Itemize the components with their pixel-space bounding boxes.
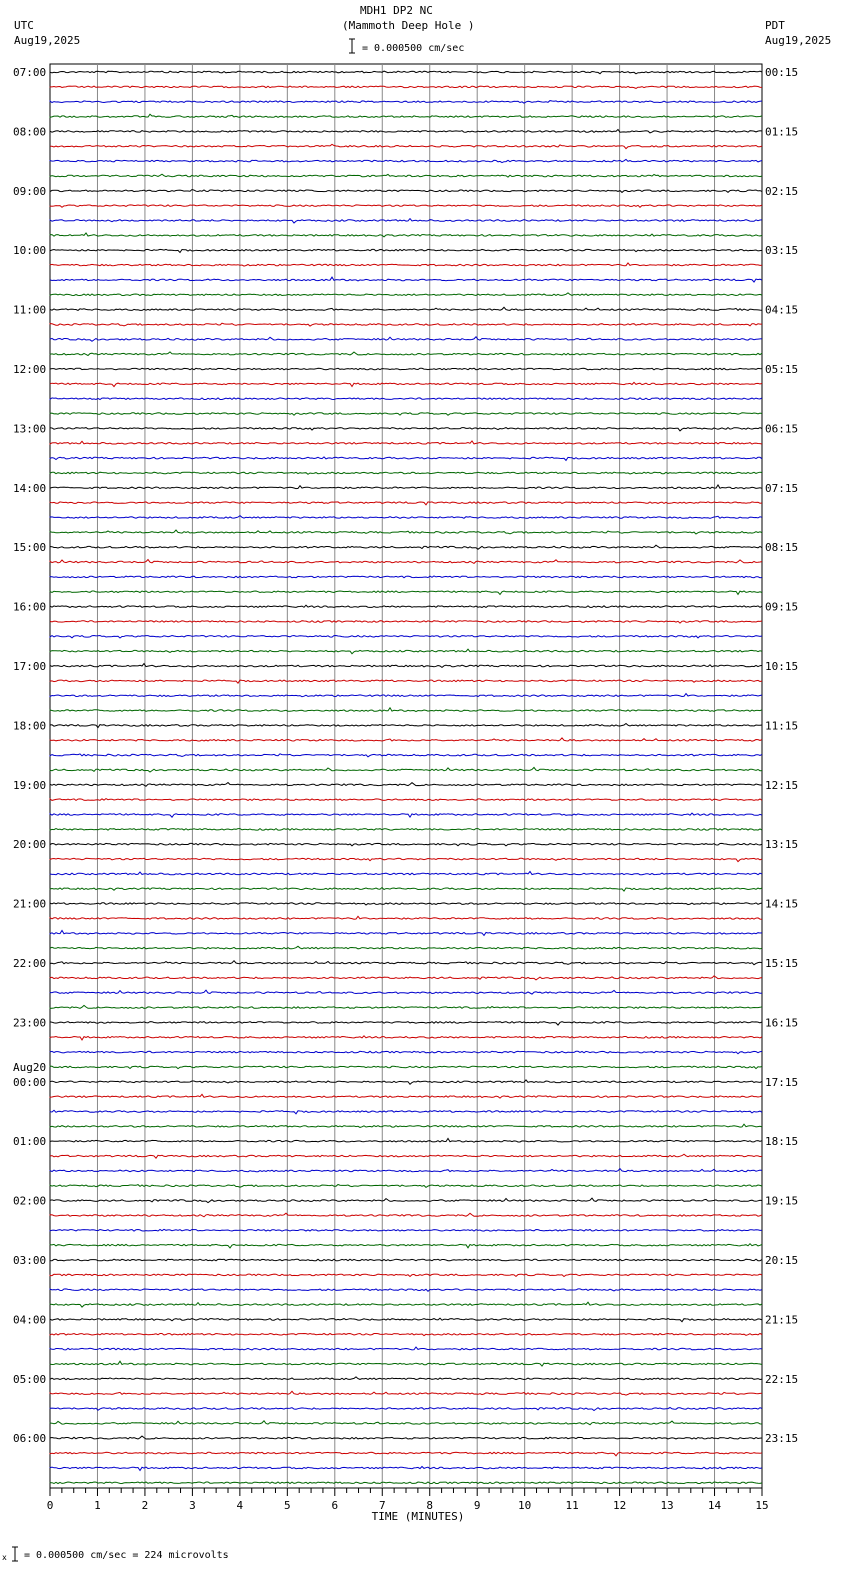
trace-line xyxy=(50,352,762,356)
x-tick-label: 6 xyxy=(331,1499,339,1512)
trace-line xyxy=(50,1334,762,1336)
pdt-hour-label: 00:15 xyxy=(765,66,799,79)
trace-line xyxy=(50,1022,762,1026)
pdt-label: PDT xyxy=(765,19,785,32)
utc-hour-label: 20:00 xyxy=(13,838,47,852)
utc-hour-label: 18:00 xyxy=(13,719,47,733)
trace-line xyxy=(50,86,762,88)
station-title: MDH1 DP2 NC xyxy=(360,4,433,17)
trace-line xyxy=(50,1259,762,1261)
x-tick-label: 1 xyxy=(94,1499,101,1512)
pdt-hour-label: 12:15 xyxy=(765,778,799,792)
trace-line xyxy=(50,1289,762,1291)
trace-line xyxy=(50,1036,762,1040)
trace-line xyxy=(50,829,762,831)
trace-line xyxy=(50,1005,762,1008)
trace-line xyxy=(50,1066,762,1068)
x-tick-label: 15 xyxy=(755,1499,769,1512)
utc-hour-label: 00:00 xyxy=(13,1075,47,1089)
pdt-hour-label: 02:15 xyxy=(765,184,799,198)
trace-line xyxy=(50,931,762,936)
trace-line xyxy=(50,307,762,310)
trace-line xyxy=(50,1482,762,1484)
trace-line xyxy=(50,190,762,193)
pdt-hour-label: 14:15 xyxy=(765,897,799,911)
utc-date: Aug19,2025 xyxy=(14,34,81,47)
pdt-hour-label: 07:15 xyxy=(765,481,799,495)
utc-hour-label: 23:00 xyxy=(13,1016,47,1030)
pdt-hour-label: 06:15 xyxy=(765,422,799,436)
x-tick-label: 10 xyxy=(518,1499,532,1512)
x-tick-label: 8 xyxy=(426,1499,434,1512)
pdt-hour-label: 05:15 xyxy=(765,363,799,376)
trace-line xyxy=(50,990,762,994)
trace-line xyxy=(50,174,762,177)
utc-hour-label: 15:00 xyxy=(13,541,47,555)
trace-line xyxy=(50,441,762,444)
trace-line xyxy=(50,1421,762,1425)
pdt-hour-label: 17:15 xyxy=(765,1075,799,1089)
trace-line xyxy=(50,738,762,741)
trace-line xyxy=(50,888,762,892)
trace-line xyxy=(50,1467,762,1471)
date-change-label: Aug20 xyxy=(13,1060,47,1074)
pdt-hour-label: 10:15 xyxy=(765,660,799,673)
trace-line xyxy=(50,767,762,772)
utc-hour-label: 13:00 xyxy=(13,422,47,436)
trace-line xyxy=(50,263,762,266)
trace-line xyxy=(50,946,762,949)
pdt-date: Aug19,2025 xyxy=(765,34,832,47)
trace-line xyxy=(50,277,762,282)
trace-line xyxy=(50,114,762,117)
utc-hour-label: 22:00 xyxy=(13,957,47,970)
trace-line xyxy=(50,872,762,875)
trace-line xyxy=(50,1094,762,1098)
pdt-hour-label: 03:15 xyxy=(765,244,799,258)
trace-line xyxy=(50,636,762,639)
x-tick-label: 7 xyxy=(378,1499,386,1512)
trace-line xyxy=(50,1110,762,1114)
trace-line xyxy=(50,1318,762,1322)
trace-line xyxy=(50,1138,762,1142)
pdt-hour-label: 21:15 xyxy=(765,1313,799,1327)
trace-line xyxy=(50,1302,762,1307)
x-tick-label: 3 xyxy=(189,1499,196,1512)
trace-line xyxy=(50,1229,762,1231)
pdt-hour-label: 13:15 xyxy=(765,838,799,852)
trace-line xyxy=(50,1213,762,1217)
trace-line xyxy=(50,1185,762,1188)
trace-line xyxy=(50,708,762,712)
pdt-hour-label: 19:15 xyxy=(765,1194,799,1208)
pdt-hour-label: 20:15 xyxy=(765,1254,799,1267)
utc-hour-label: 10:00 xyxy=(13,244,47,258)
trace-line xyxy=(50,71,762,74)
utc-hour-label: 02:00 xyxy=(13,1194,47,1208)
x-tick-label: 14 xyxy=(707,1499,722,1512)
trace-line xyxy=(50,219,762,223)
trace-line xyxy=(50,649,762,654)
trace-line xyxy=(50,413,762,415)
trace-line xyxy=(50,605,762,607)
trace-line xyxy=(50,799,762,801)
trace-line xyxy=(50,1436,762,1439)
utc-hour-label: 14:00 xyxy=(13,481,47,495)
trace-line xyxy=(50,1051,762,1053)
x-tick-label: 4 xyxy=(236,1499,244,1512)
trace-line xyxy=(50,472,762,474)
x-tick-label: 13 xyxy=(660,1499,674,1512)
site-title: (Mammoth Deep Hole ) xyxy=(342,19,475,32)
pdt-hour-label: 16:15 xyxy=(765,1016,799,1030)
trace-line xyxy=(50,576,762,578)
utc-hour-label: 09:00 xyxy=(13,184,47,198)
trace-line xyxy=(50,516,762,519)
x-tick-label: 5 xyxy=(284,1499,291,1512)
utc-hour-label: 08:00 xyxy=(13,125,47,139)
pdt-hour-label: 09:15 xyxy=(765,600,799,614)
scale-text: = 0.000500 cm/sec xyxy=(362,43,465,54)
trace-line xyxy=(50,1198,762,1203)
trace-line xyxy=(50,233,762,237)
trace-line xyxy=(50,858,762,861)
trace-line xyxy=(50,323,762,326)
trace-line xyxy=(50,101,762,104)
utc-hour-label: 01:00 xyxy=(13,1135,47,1149)
trace-line xyxy=(50,976,762,980)
utc-hour-label: 03:00 xyxy=(13,1254,47,1267)
footer-mark: x xyxy=(2,1553,7,1562)
utc-hour-label: 16:00 xyxy=(13,600,47,614)
pdt-hour-label: 22:15 xyxy=(765,1372,799,1386)
trace-line xyxy=(50,130,762,133)
x-tick-label: 9 xyxy=(473,1499,481,1512)
trace-line xyxy=(50,1361,762,1366)
trace-line xyxy=(50,813,762,817)
trace-line xyxy=(50,545,762,549)
trace-line xyxy=(50,903,762,905)
trace-line xyxy=(50,1408,762,1411)
trace-line xyxy=(50,398,762,400)
trace-line xyxy=(50,843,762,846)
pdt-hour-label: 15:15 xyxy=(765,957,799,970)
trace-line xyxy=(50,560,762,564)
trace-line xyxy=(50,1124,762,1127)
utc-label: UTC xyxy=(14,19,34,32)
trace-line xyxy=(50,961,762,965)
trace-line xyxy=(50,249,762,252)
trace-line xyxy=(50,382,762,386)
pdt-hour-label: 08:15 xyxy=(765,541,799,555)
utc-hour-label: 05:00 xyxy=(13,1372,47,1386)
pdt-hour-label: 23:15 xyxy=(765,1432,799,1446)
utc-hour-label: 19:00 xyxy=(13,778,47,792)
trace-line xyxy=(50,1080,762,1084)
x-tick-label: 11 xyxy=(565,1499,579,1512)
trace-line xyxy=(50,1169,762,1172)
utc-hour-label: 21:00 xyxy=(13,897,47,911)
trace-line xyxy=(50,293,762,296)
x-tick-label: 2 xyxy=(141,1499,149,1512)
trace-line xyxy=(50,1154,762,1158)
trace-line xyxy=(50,159,762,162)
utc-hour-label: 07:00 xyxy=(13,66,47,79)
pdt-hour-label: 18:15 xyxy=(765,1135,799,1149)
footer-scale-bar-icon xyxy=(10,1545,20,1563)
utc-hour-label: 12:00 xyxy=(13,363,47,376)
pdt-hour-label: 04:15 xyxy=(765,303,799,317)
trace-line xyxy=(50,144,762,148)
trace-line xyxy=(50,1347,762,1350)
trace-line xyxy=(50,502,762,505)
trace-line xyxy=(50,621,762,623)
trace-line xyxy=(50,916,762,919)
trace-line xyxy=(50,457,762,461)
pdt-hour-label: 11:15 xyxy=(765,719,799,733)
trace-line xyxy=(50,1452,762,1456)
trace-line xyxy=(50,664,762,668)
trace-line xyxy=(50,724,762,728)
x-tick-label: 12 xyxy=(612,1499,627,1512)
trace-line xyxy=(50,205,762,207)
trace-line xyxy=(50,1377,762,1380)
x-tick-label: 0 xyxy=(46,1499,54,1512)
trace-line xyxy=(50,368,762,370)
trace-line xyxy=(50,485,762,489)
trace-line xyxy=(50,754,762,757)
utc-hour-label: 17:00 xyxy=(13,660,47,673)
trace-line xyxy=(50,591,762,595)
utc-hour-label: 04:00 xyxy=(13,1313,47,1327)
x-axis-title: TIME (MINUTES) xyxy=(371,1510,465,1523)
trace-line xyxy=(50,1274,762,1276)
footer-scale-note: = 0.000500 cm/sec = 224 microvolts xyxy=(24,1550,229,1561)
utc-hour-label: 06:00 xyxy=(13,1432,47,1446)
pdt-hour-label: 01:15 xyxy=(765,125,799,139)
trace-line xyxy=(50,1244,762,1248)
trace-line xyxy=(50,428,762,431)
trace-line xyxy=(50,1391,762,1395)
trace-line xyxy=(50,694,762,697)
trace-line xyxy=(50,530,762,534)
trace-line xyxy=(50,783,762,787)
trace-line xyxy=(50,680,762,683)
utc-hour-label: 11:00 xyxy=(13,303,47,317)
trace-line xyxy=(50,337,762,342)
